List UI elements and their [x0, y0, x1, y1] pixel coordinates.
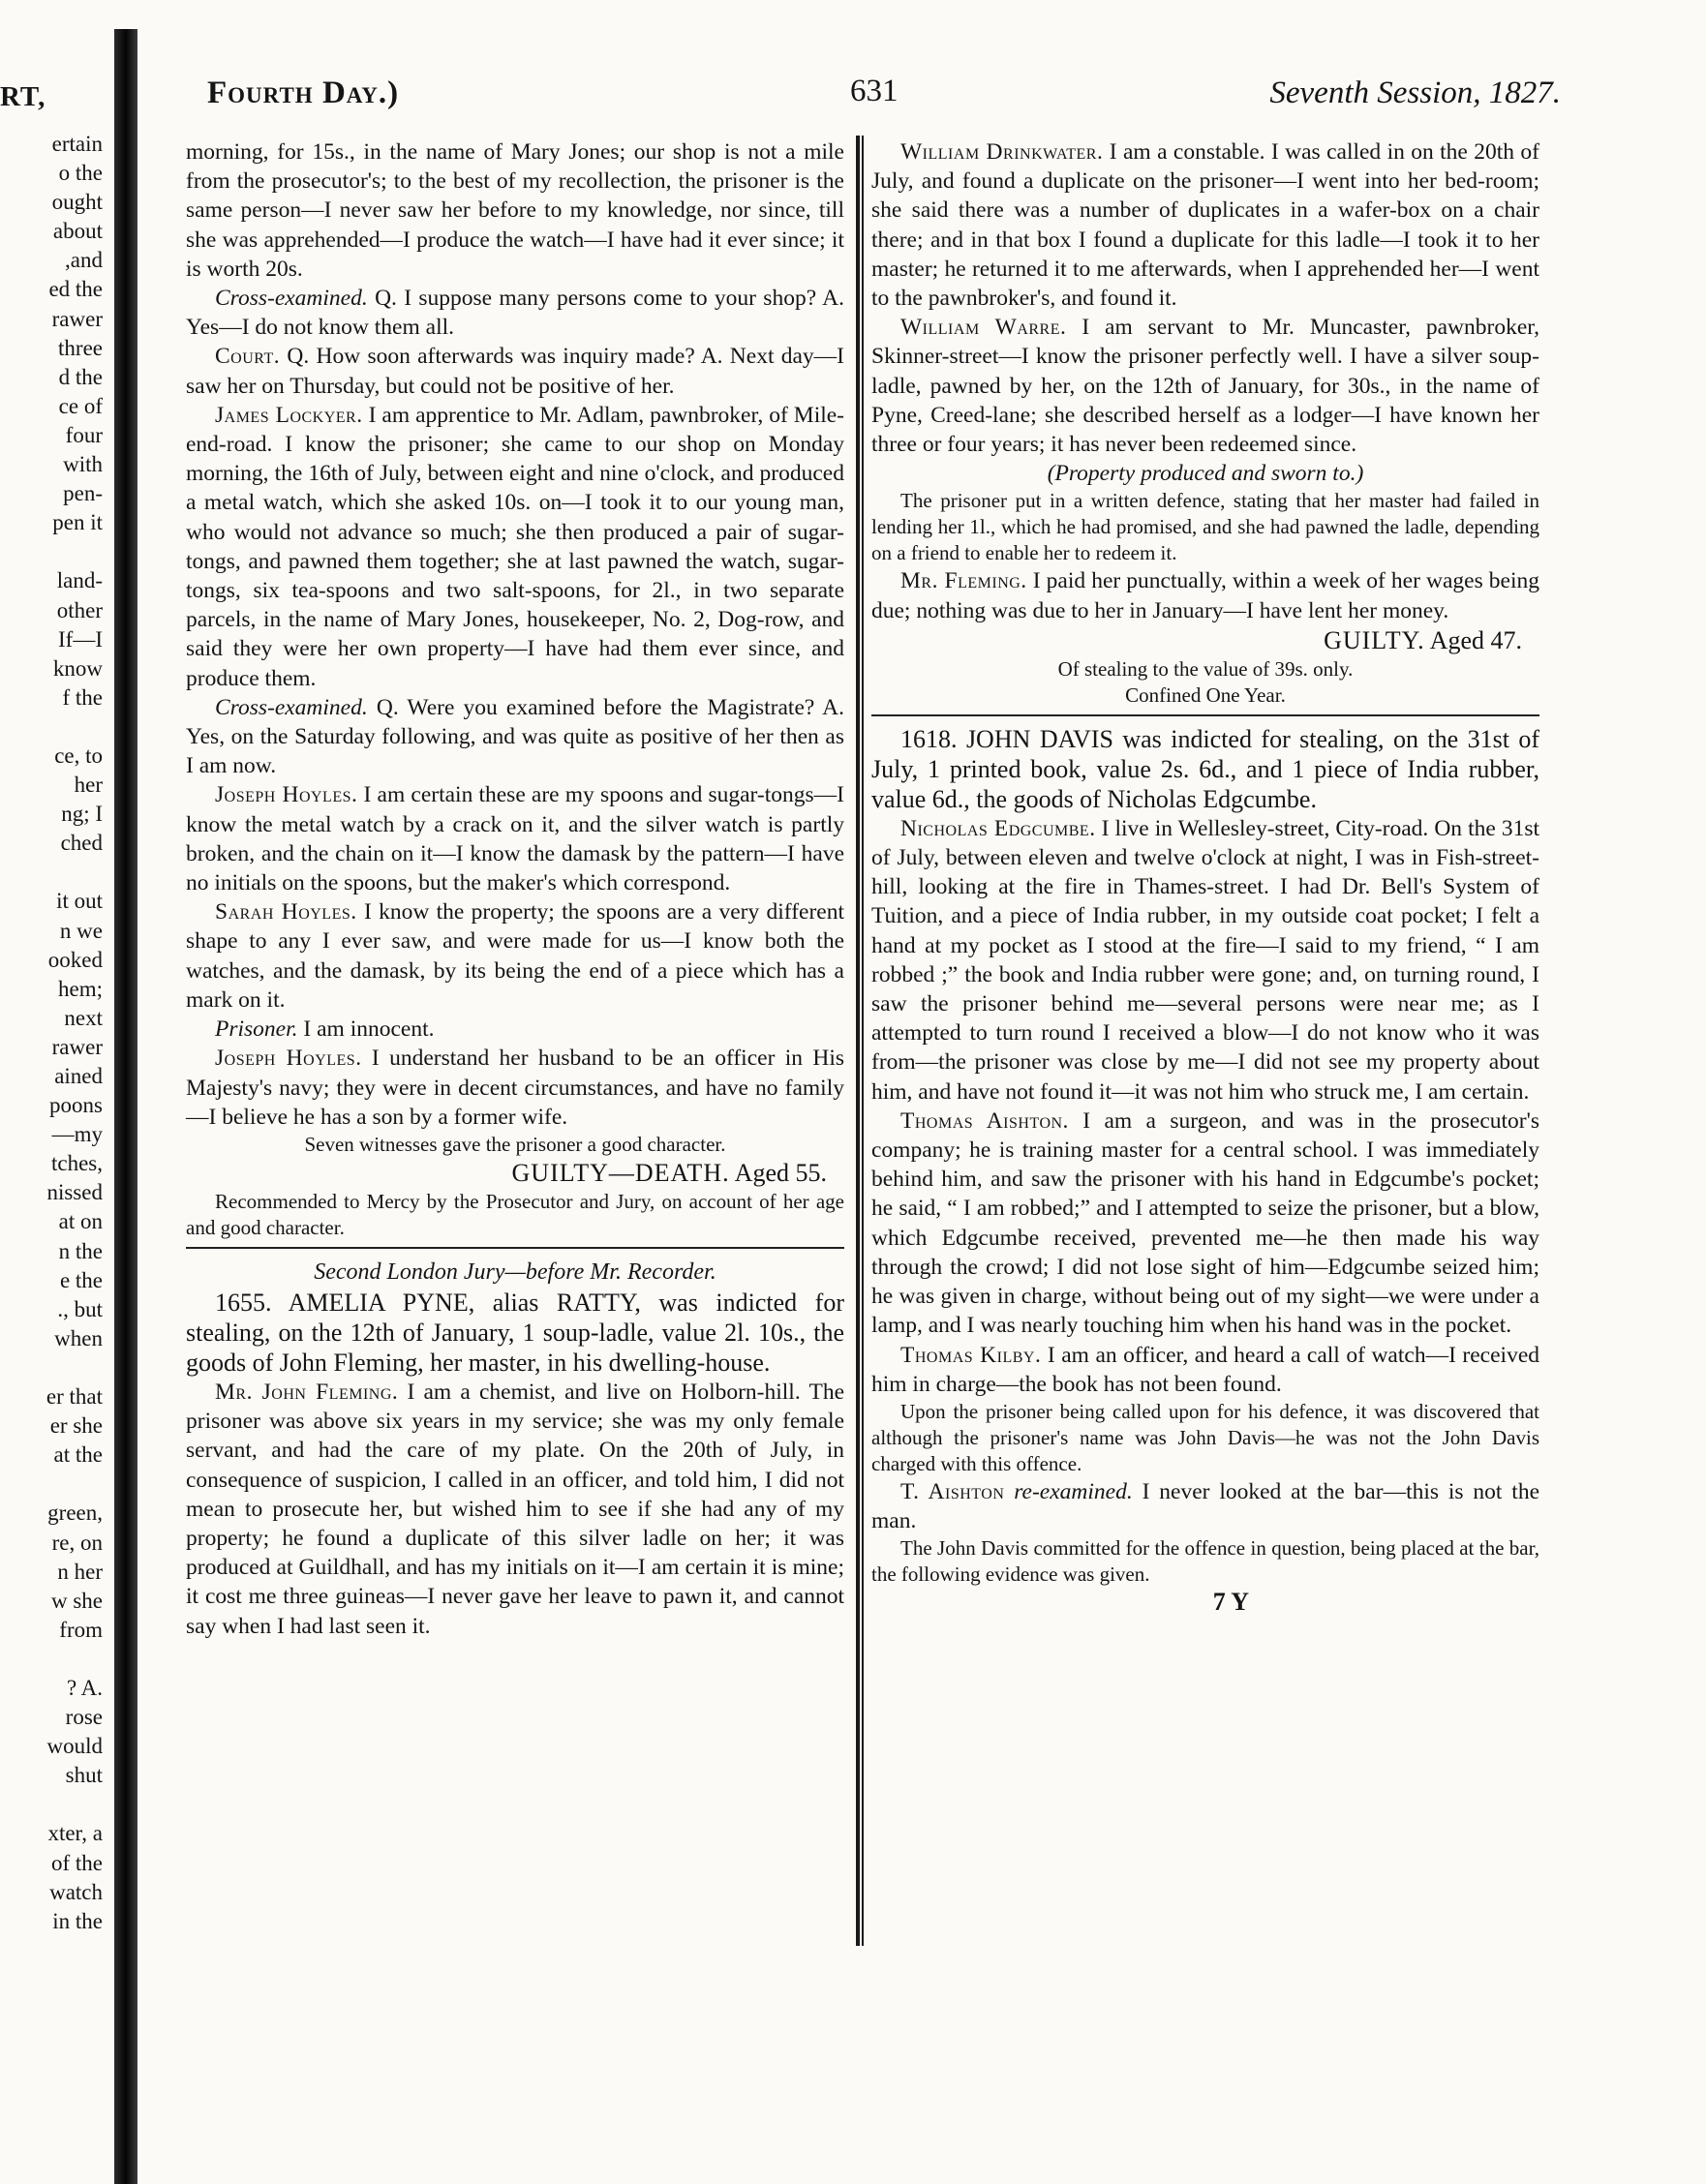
previous-page-fragment-line: n we	[59, 918, 103, 943]
previous-page-fragment-line: ained	[54, 1064, 103, 1088]
jury-heading: Second London Jury—before Mr. Recorder.	[314, 1259, 716, 1285]
testimony-paragraph: Nicholas Edgcumbe. I live in Wellesley-street, City-road. On the 31st of July, between eleven and twelve o'clock at night, I was in Fish-street-hill, looking at the fire in Thames-street. I had Dr. Bell's System of Tuition, and a piece of India rubber, in my outside coat pocket; I felt a hand at my pocket as I stood at the fire—I said to my friend, “ I am robbed ;” the book and India rubber were gone; and, on turning round, I saw the prisoner behind me—several persons were near me; as I attempted to turn round I received a blow—I do not know who it was from—the prisoner was close by me—I did not see my property about him, and have not found it—it was not him who struck me, I am certain.	[871, 815, 1540, 1105]
testimony-paragraph: Court. Q. How soon afterwards was inquiry made? A. Next day—I saw her on Thursday, but could not be positive of her.	[186, 344, 844, 399]
previous-page-fragment-line: four	[65, 422, 103, 447]
previous-page-fragment-line: watch	[49, 1879, 103, 1904]
running-head-right: Seventh Session, 1827.	[1269, 76, 1561, 110]
page-header	[203, 70, 1561, 112]
section-rule	[186, 1247, 844, 1249]
previous-page-fragment-line: o the	[58, 161, 103, 186]
previous-page-fragment-line: ertain	[51, 132, 103, 156]
previous-page-fragment-line: of the	[50, 1850, 103, 1875]
verdict-line: GUILTY. Aged 47.	[1324, 625, 1522, 654]
property-note: (Property produced and sworn to.)	[1047, 461, 1364, 487]
previous-page-fragment-line: rawer	[51, 306, 103, 331]
previous-page-fragment-line: at on	[58, 1209, 103, 1234]
previous-page-fragment-line: next	[64, 1005, 103, 1030]
closing-note: The John Davis committed for the offence in question, being placed at the bar, the following evidence was given.	[871, 1536, 1539, 1587]
testimony-paragraph: Mr. John Fleming. I am a chemist, and live on Holborn-hill. The prisoner was above six years in my service; she was my only female servant, and had the care of my plate. On the 20th of July, in consequence of suspicion, I called in an officer, and told him, I did not mean to prosecute her, but wished him to see if she had any of my property; he found a duplicate of this silver ladle on her; it was produced at Guildhall, and has my initials on it—I am certain it is mine; it cost me three guineas—I never gave her leave to pawn it, and cannot say when I had last seen it.	[186, 1379, 845, 1639]
previous-page-fragment-line: n the	[58, 1238, 103, 1263]
previous-page-fragment-line: pen-	[63, 481, 103, 506]
character-note: Seven witnesses gave the prisoner a good character.	[304, 1132, 726, 1156]
previous-page-fragment-line: land-	[56, 568, 103, 593]
testimony-paragraph: Prisoner. I am innocent.	[215, 1016, 435, 1043]
previous-page-fragment	[0, 0, 108, 2184]
previous-page-fragment-line: other	[56, 597, 103, 622]
previous-page-fragment-line: would	[46, 1734, 103, 1759]
previous-page-fragment-line: nissed	[46, 1180, 103, 1205]
testimony-paragraph: William Drinkwater. I am a constable. I was called in on the 20th of July, and found a duplicate on the prisoner—I went into her bed-room; she said there was a number of duplicates in a wafer-box on a chair there; and in that box I found a duplicate for this ladle—I took it to her master; he returned it to me afterwards, when I apprehended her—I went to the pawnbroker's, and found it.	[871, 139, 1539, 312]
previous-page-fragment-line	[2, 858, 103, 887]
previous-page-fragment-line: in the	[52, 1908, 103, 1933]
previous-page-fragment-line: —my	[51, 1122, 103, 1147]
previous-page-fragment-line: f the	[62, 684, 103, 710]
previous-page-fragment-line: pen it	[52, 510, 103, 535]
previous-page-fragment-line: w she	[50, 1588, 103, 1613]
testimony-paragraph: T. Aishton re-examined. I never looked at the bar—this is not the man.	[871, 1478, 1540, 1534]
previous-page-fragment-line: er that	[46, 1384, 103, 1410]
defence-note: Upon the prisoner being called upon for his defence, it was discovered that although the prisoner's name was John Davis—he was not the John Davis charged with this offence.	[871, 1399, 1539, 1475]
testimony-paragraph: Mr. Fleming. I paid her punctually, within a week of her wages being due; nothing was due to her in January—I have lent her money.	[871, 568, 1540, 623]
previous-page-fragment-line: ought	[51, 190, 103, 215]
recommendation-note: Recommended to Mercy by the Prosecutor and Jury, on account of her age and good character.	[186, 1189, 844, 1239]
previous-page-fragment-line: it out	[56, 889, 103, 914]
previous-page-fragment-line	[2, 537, 103, 566]
previous-page-header: RT,	[0, 81, 46, 112]
previous-page-fragment-line: when	[54, 1325, 103, 1350]
previous-page-fragment-line: know	[52, 655, 103, 681]
previous-page-fragment-line: at the	[53, 1442, 103, 1468]
testimony-paragraph: William Warre. I am servant to Mr. Muncaster, pawnbroker, Skinner-street—I know the prisoner perfectly well. I have a silver soup-ladle, pawned by her, on the 12th of January, for 30s., in the name of Pyne, Creed-lane; she described herself as a lodger—I have known her three or four years; it has never been redeemed since.	[871, 315, 1540, 458]
column-divider-inner	[862, 136, 864, 1946]
previous-page-fragment-line: ed the	[48, 277, 103, 302]
sentence-note: Confined One Year.	[1125, 682, 1286, 707]
previous-page-fragment-line: her	[74, 773, 103, 798]
previous-page-fragment-line: If—I	[58, 626, 103, 652]
previous-page-fragment-line: three	[58, 335, 103, 360]
testimony-paragraph: James Lockyer. I am apprentice to Mr. Adlam, pawnbroker, of Mile-end-road. I know the prisoner; she came to our shop on Monday morning, the 16th of July, between eight and nine o'clock, and produced a metal watch, which she asked 10s. on—I took it to our young man, who would not advance so much; she then produced a pair of sugar-tongs, and pawned them together; she at last pawned the watch, sugar-tongs, six tea-spoons and two salt-spoons, for 2l., in two separate parcels, in the name of Mary Jones, housekeeper, No. 2, Dog-row, and said they were her own property—I have had them ever since, and produce them.	[186, 402, 845, 691]
book-spine	[114, 29, 137, 2184]
testimony-paragraph: Cross-examined. Q. I suppose many persons come to your shop? A. Yes—I do not know them all.	[186, 286, 844, 341]
page-number: 631	[850, 74, 899, 108]
left-column	[186, 137, 844, 1641]
previous-page-fragment-line: n her	[57, 1559, 103, 1584]
previous-page-fragment-line: from	[59, 1617, 103, 1642]
previous-page-fragment-line: e the	[59, 1267, 103, 1292]
previous-page-fragment-line	[2, 1353, 103, 1382]
previous-page-fragment-line: shut	[65, 1763, 103, 1788]
previous-page-fragment-line: ., but	[57, 1296, 103, 1321]
previous-page-fragment-line: hem;	[58, 976, 103, 1001]
case-heading: 1655. AMELIA PYNE, alias RATTY, was indicted for stealing, on the 12th of January, 1 soup-ladle, value 2l. 10s., the goods of John Fleming, her master, in his dwelling-house.	[186, 1288, 844, 1377]
testimony-paragraph: Cross-examined. Q. Were you examined before the Magistrate? A. Yes, on the Saturday following, and was quite as positive of her then as I am now.	[186, 694, 845, 779]
right-column	[871, 137, 1539, 1618]
previous-page-fragment-line	[2, 1645, 103, 1674]
case-heading: 1618. JOHN DAVIS was indicted for stealing, on the 31st of July, 1 printed book, value 2s. 6d., and 1 piece of India rubber, value 6d., the goods of Nicholas Edgcumbe.	[871, 724, 1540, 813]
previous-page-fragment-line	[2, 713, 103, 742]
previous-page-fragment-line: green,	[47, 1501, 103, 1526]
previous-page-fragment-line	[2, 1790, 103, 1819]
testimony-paragraph: Thomas Kilby. I am an officer, and heard a call of watch—I received him in charge—the book has not been found.	[871, 1342, 1539, 1397]
running-head-left: Fourth Day.)	[207, 76, 400, 110]
previous-page-fragment-line: ,and	[65, 248, 103, 273]
verdict-note: Of stealing to the value of 39s. only.	[1057, 656, 1354, 681]
previous-page-fragment-line: with	[63, 452, 103, 477]
signature-mark: 7 Y	[1212, 1588, 1249, 1617]
previous-page-fragment-line: rose	[65, 1705, 103, 1730]
previous-page-fragment-line: er she	[49, 1413, 103, 1439]
previous-page-fragment-line: ce, to	[54, 743, 103, 768]
previous-page-fragment-line: rawer	[51, 1034, 103, 1059]
testimony-paragraph: morning, for 15s., in the name of Mary Jones; our shop is not a mile from the prosecutor's; to the best of my recollection, the prisoner is the same person—I never saw her before to my knowledge, nor since, till she was apprehended—I produce the watch—I have had it ever since; it is worth 20s.	[186, 139, 844, 282]
testimony-paragraph: Sarah Hoyles. I know the property; the spoons are a very different shape to any I ever saw, and were made for us—I know both the watches, and the damask, by its being the end of a piece which has a mark on it.	[186, 899, 844, 1013]
previous-page-fragment-line: poons	[49, 1093, 103, 1118]
testimony-paragraph: Joseph Hoyles. I understand her husband to be an officer in His Majesty's navy; they were in decent circumstances, and have no family—I believe he has a son by a former wife.	[186, 1046, 845, 1130]
previous-page-fragment-line	[2, 1470, 103, 1499]
previous-page-fragment-line: ng; I	[61, 802, 103, 827]
previous-page-fragment-line: tches,	[50, 1151, 103, 1176]
verdict-line: GUILTY—DEATH. Aged 55.	[511, 1158, 827, 1187]
previous-page-fragment-line: ce of	[58, 393, 103, 418]
previous-page-fragment-line: ? A.	[66, 1675, 103, 1700]
previous-page-fragment-line: xter, a	[47, 1821, 103, 1846]
previous-page-fragment-line: re, on	[51, 1530, 103, 1555]
defence-note: The prisoner put in a written defence, stating that her master had failed in lending her 1l., which he had promised, and she had pawned the ladle, depending on a friend to enable her to redeem it.	[871, 489, 1539, 565]
previous-page-fragment-line: d the	[58, 364, 103, 389]
section-rule	[871, 714, 1539, 716]
previous-page-fragment-line: about	[52, 219, 103, 244]
previous-page-fragment-line: ched	[60, 831, 103, 856]
testimony-paragraph: Joseph Hoyles. I am certain these are my spoons and sugar-tongs—I know the metal watch by a crack on it, and the silver watch is partly broken, and the chain on it—I know the damask by the pattern—I have no initials on the spoons, but the maker's which correspond.	[186, 782, 844, 896]
previous-page-text-fragments	[2, 130, 103, 1936]
testimony-paragraph: Thomas Aishton. I am a surgeon, and was in the prosecutor's company; he is training master for a central school. I was immediately behind him, and saw the prisoner with his hand in Edgcumbe's pocket; he said, “ I am robbed;” and I attempted to seize the prisoner, but a blow, which Edgcumbe received, prevented me—he then made his way through the crowd; I did not lose sight of him—Edgcumbe seized him; he was given in charge, without being out of my sight—we were under a lamp, and I was nearly touching him when his hand was in the pocket.	[871, 1107, 1539, 1339]
column-divider	[856, 136, 860, 1946]
previous-page-fragment-line: ooked	[47, 947, 103, 972]
